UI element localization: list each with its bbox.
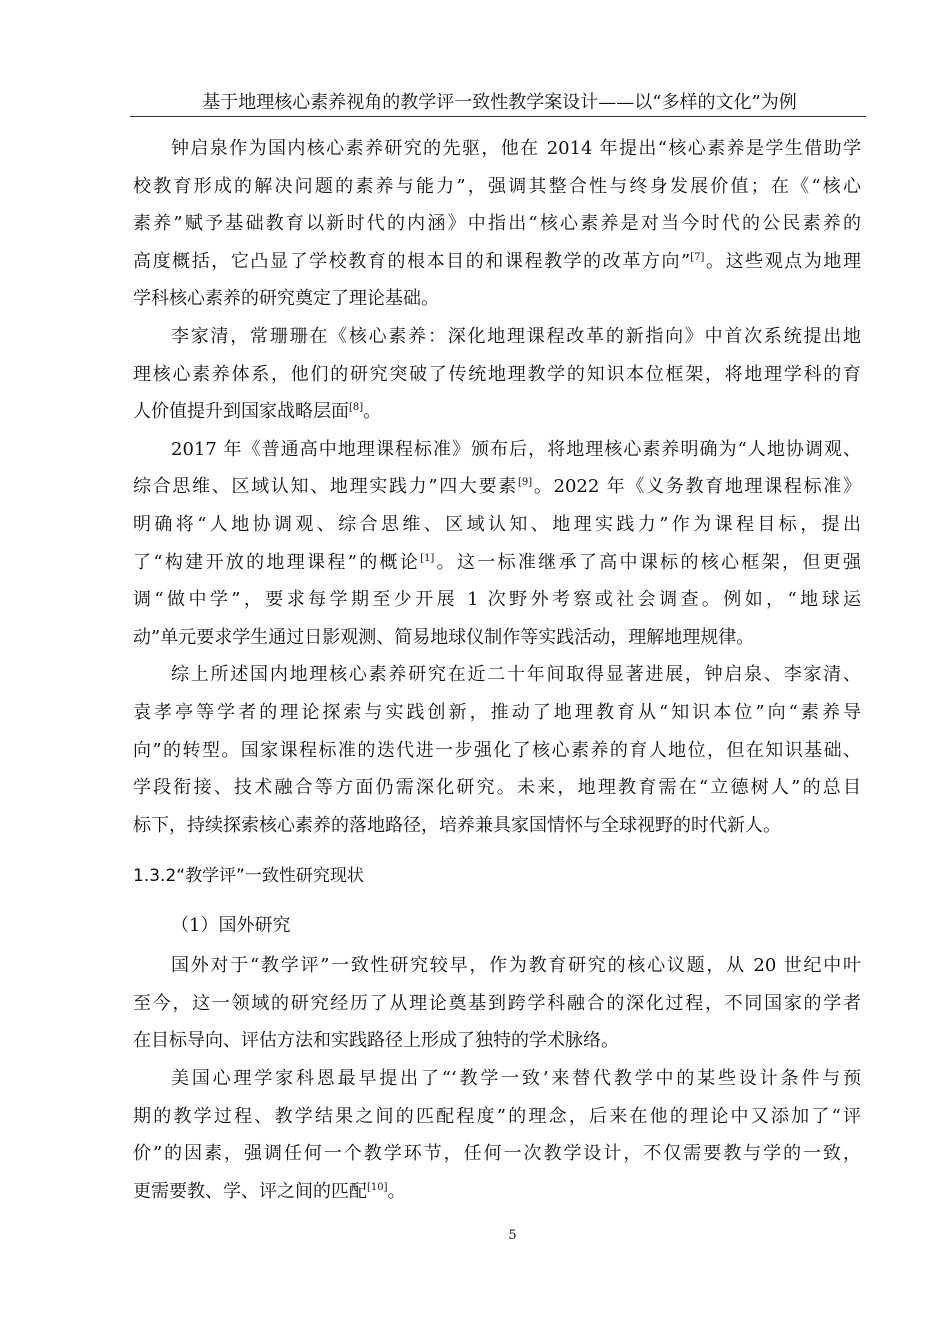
page-number: 5 xyxy=(508,1228,517,1243)
text-line xyxy=(133,807,861,845)
text-line xyxy=(133,1060,861,1098)
subsection-heading: （1）国外研究 xyxy=(171,915,291,937)
text-run: 价”的因素，强调任何一个教学环节，任何一次教学设计，不仅需要教与学的一致， xyxy=(133,1143,861,1165)
text-run: 综上所述国内地理核心素养研究在近二十年间取得显著进展，钟启泉、李家清、 xyxy=(171,664,861,686)
text-run: 综合思维、区域认知、地理实践力”四大要素 xyxy=(133,476,518,498)
text-run: 素养”赋予基础教育以新时代的内涵》中指出“核心素养是对当今时代的公民素养的 xyxy=(133,213,861,235)
text-line xyxy=(133,431,861,469)
text-run: 在目标导向、评估方法和实践路径上形成了独特的学术脉络。 xyxy=(133,1030,619,1052)
header-divider xyxy=(130,116,866,117)
text-line xyxy=(133,168,861,206)
section-heading: 1.3.2“教学评”一致性研究现状 xyxy=(133,866,364,887)
text-run: 期的教学过程、教学结果之间的匹配程度”的理念，后来在他的理论中又添加了“评 xyxy=(133,1105,861,1127)
text-line xyxy=(133,947,861,985)
text-run: 更需要教、学、评之间的匹配 xyxy=(133,1180,367,1202)
text-line xyxy=(133,356,861,394)
running-header: 基于地理核心素养视角的教学评一致性教学案设计——以“多样的文化”为例 xyxy=(202,92,797,113)
text-line xyxy=(133,1098,861,1136)
body-content xyxy=(133,130,861,1210)
text-run: 。这些观点为地理 xyxy=(704,250,861,272)
citation-ref: [8] xyxy=(349,402,364,414)
text-run: 学科核心素养的研究奠定了理论基础。 xyxy=(133,288,439,310)
text-run: 美国心理学家科恩最早提出了“‘教学一致’来替代教学中的某些设计条件与预 xyxy=(171,1068,861,1090)
text-line xyxy=(133,732,861,770)
text-line xyxy=(133,130,861,168)
text-line xyxy=(133,619,861,657)
text-line xyxy=(133,393,861,431)
text-line xyxy=(133,656,861,694)
section-foreign-research xyxy=(133,947,861,1210)
paragraph xyxy=(133,1060,861,1210)
text-run: 人价值提升到国家战略层面 xyxy=(133,401,349,423)
citation-ref: [1] xyxy=(420,552,435,564)
paragraph xyxy=(133,318,861,431)
text-run: 了“构建开放的地理课程”的概论 xyxy=(133,551,421,573)
text-line xyxy=(133,468,861,506)
paragraph xyxy=(133,656,861,844)
text-line xyxy=(133,506,861,544)
text-run: 钟启泉作为国内核心素养研究的先驱，他在 2014 年提出“核心素养是学生借助学 xyxy=(171,138,861,159)
text-run: 袁孝亭等学者的理论探索与实践创新，推动了地理教育从“知识本位”向“素养导 xyxy=(133,701,861,723)
text-line xyxy=(133,769,861,807)
text-run: 明确将“人地协调观、综合思维、区域认知、地理实践力”作为课程目标，提出 xyxy=(133,513,861,535)
paragraph xyxy=(133,947,861,1060)
citation-ref: [9] xyxy=(517,477,533,489)
text-run: 。2022 年《义务教育地理课程标准》 xyxy=(532,476,861,498)
text-line xyxy=(133,694,861,732)
paragraph xyxy=(133,130,861,318)
text-run: 动”单元要求学生通过日影观测、简易地球仪制作等实践活动，理解地理规律。 xyxy=(133,626,755,648)
text-line xyxy=(133,243,861,281)
text-run: 至今，这一领域的研究经历了从理论奠基到跨学科融合的深化过程，不同国家的学者 xyxy=(133,992,861,1014)
text-run: 李家清，常珊珊在《核心素养：深化地理课程改革的新指向》中首次系统提出地 xyxy=(171,325,861,347)
text-run: 。这一标准继承了高中课标的核心框架，但更强 xyxy=(434,551,861,573)
text-line xyxy=(133,1135,861,1173)
text-run: 向”的转型。国家课程标准的迭代进一步强化了核心素养的育人地位，但在知识基础、 xyxy=(133,739,861,761)
text-run: 。 xyxy=(363,401,382,423)
citation-ref: [7] xyxy=(690,251,705,263)
text-run: 理核心素养体系，他们的研究突破了传统地理教学的知识本位框架，将地理学科的育 xyxy=(133,363,861,385)
text-run: 。 xyxy=(387,1180,406,1202)
section-domestic-research xyxy=(133,130,861,844)
text-line xyxy=(133,318,861,356)
text-line xyxy=(133,280,861,318)
paragraph xyxy=(133,431,861,657)
text-line xyxy=(133,544,861,582)
text-run: 2017 年《普通高中地理课程标准》颁布后，将地理核心素养明确为“人地协调观、 xyxy=(171,438,861,460)
text-line xyxy=(133,581,861,619)
text-run: 调“做中学”，要求每学期至少开展 1 次野外考察或社会调查。例如，“地球运 xyxy=(133,589,861,611)
text-run: 标下，持续探索核心素养的落地路径，培养兼具家国情怀与全球视野的时代新人。 xyxy=(133,814,781,836)
text-line xyxy=(133,205,861,243)
text-run: 校教育形成的解决问题的素养与能力”，强调其整合性与终身发展价值；在《“核心 xyxy=(133,175,861,197)
text-run: 高度概括，它凸显了学校教育的根本目的和课程教学的改革方向” xyxy=(133,250,691,272)
citation-ref: [10] xyxy=(367,1181,388,1193)
text-line xyxy=(133,1173,861,1211)
text-line xyxy=(133,1022,861,1060)
text-line xyxy=(133,985,861,1023)
text-run: 国外对于“教学评”一致性研究较早，作为教育研究的核心议题，从 20 世纪中叶 xyxy=(171,955,861,977)
text-run: 学段衔接、技术融合等方面仍需深化研究。未来，地理教育需在“立德树人”的总目 xyxy=(133,777,861,799)
